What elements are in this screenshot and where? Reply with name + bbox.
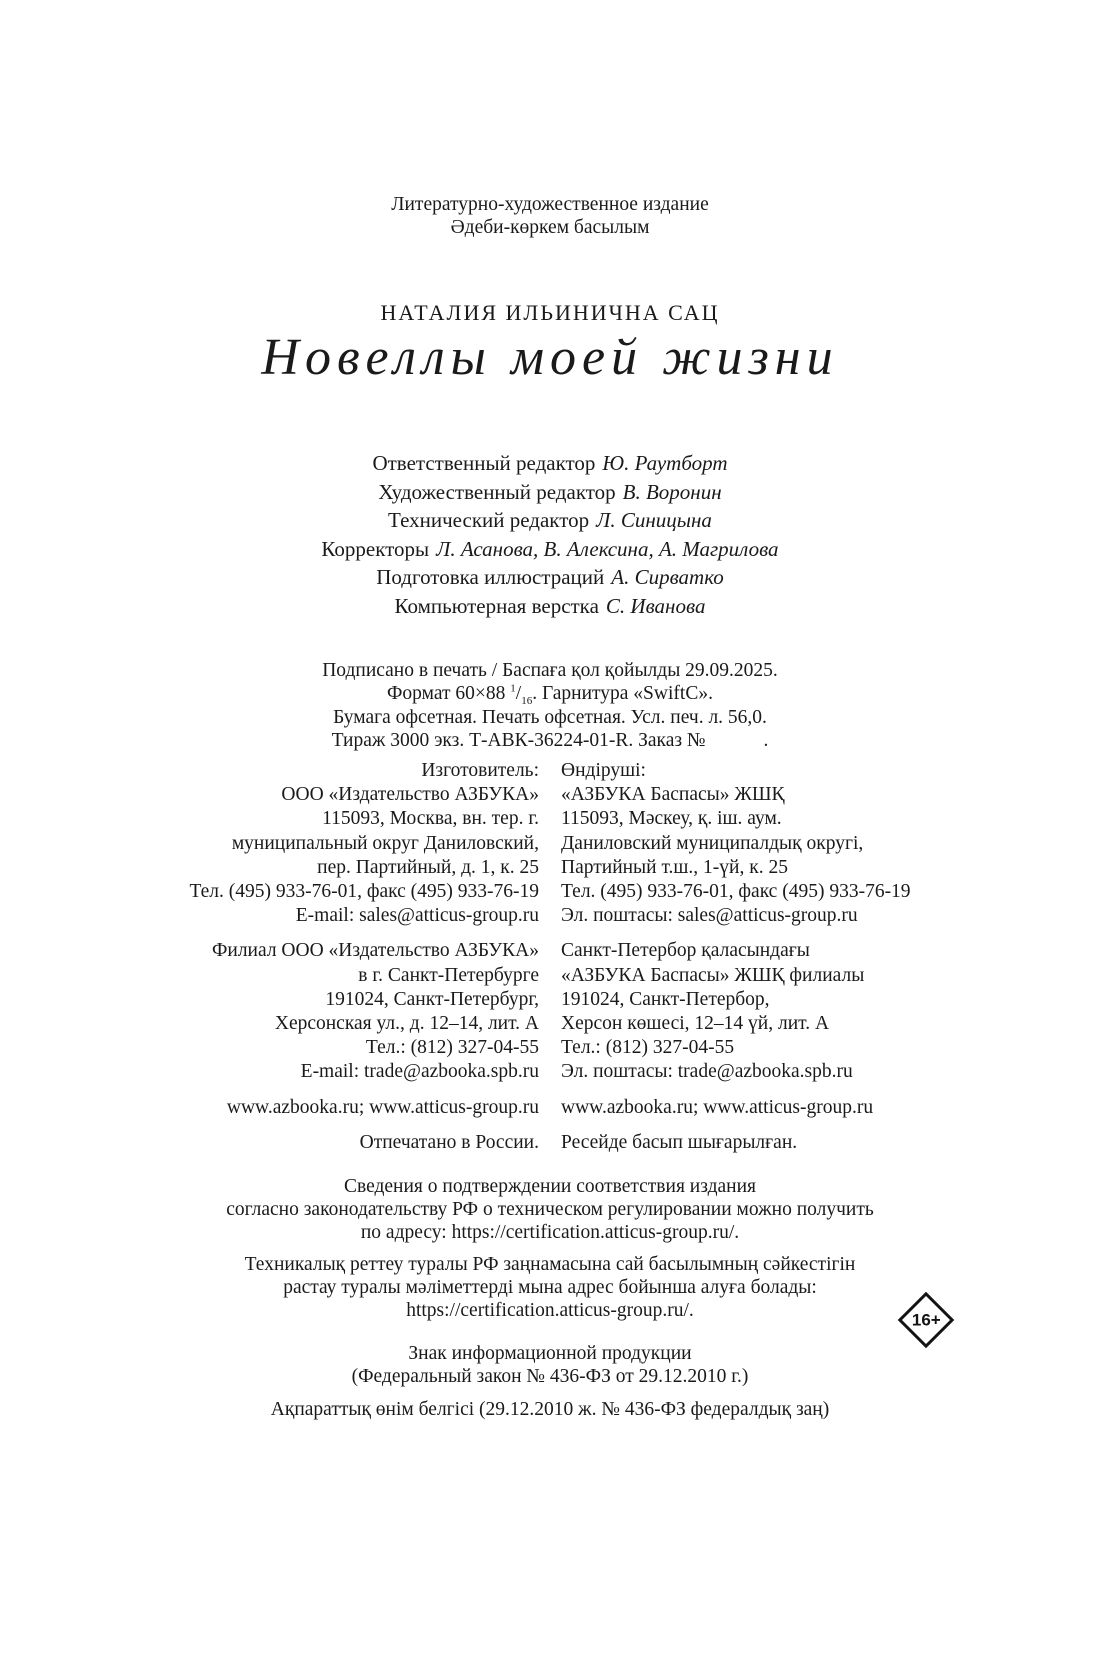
address-line: Тел. (495) 933-76-01, факс (495) 933-76-19 (561, 881, 911, 903)
cert-line: Сведения о подтверждении соответствия издания (343, 1176, 756, 1197)
credit-name: Ю. Раутборт (602, 451, 728, 475)
address-line: Тел. (495) 933-76-01, факс (495) 933-76-19 (189, 881, 539, 903)
credit-name: С. Иванова (605, 593, 706, 618)
credit-role: Подготовка иллюстраций (376, 565, 605, 589)
info-sign-line: (Федеральный закон № 436-ФЗ от 29.12.2010 г.) (351, 1365, 749, 1387)
credit-role: Технический редактор (388, 508, 590, 532)
imprint-block (0, 659, 1100, 752)
credit-role: Корректоры (321, 536, 430, 561)
address-line: Эл. поштасы: sales@atticus-group.ru (561, 905, 858, 927)
info-sign-line: Знак информационной продукции (408, 1343, 692, 1364)
manufacturer-column-kz (561, 759, 1100, 1155)
address-line: Тел.: (812) 327-04-55 (365, 1037, 539, 1059)
address-line: Херсон көшесі, 12–14 үй, лит. А (561, 1013, 830, 1035)
info-sign-ru-block (0, 1343, 1100, 1388)
manufacturer-kz-address (561, 759, 1100, 928)
cert-line: согласно законодательству РФ о техническом регулировании можно получить (226, 1199, 874, 1221)
credit-role: Ответственный редактор (372, 451, 596, 475)
address-line: Даниловский муниципалдық округі, (561, 832, 864, 854)
printed-in-ru: Отпечатано в России. (359, 1131, 539, 1153)
address-line: «АЗБУКА Баспасы» ЖШҚ филиалы (561, 964, 865, 986)
info-sign-kz-line: Ақпараттық өнім белгісі (29.12.2010 ж. № 436-ФЗ федералдық заң) (270, 1399, 830, 1420)
format-denominator: 16 (521, 695, 533, 708)
manufacturer-columns (0, 759, 1100, 1155)
address-line: Партийный т.ш., 1-үй, к. 25 (561, 856, 788, 878)
credit-role: Компьютерная верстка (394, 593, 599, 618)
address-line: пер. Партийный, д. 1, к. 25 (317, 856, 539, 878)
cert-line: https://certification.atticus-group.ru/. (406, 1300, 694, 1322)
format-slash: / (515, 683, 522, 705)
format-prefix: Формат 60×88 (387, 683, 511, 705)
address-line: Санкт-Петербор қаласындағы (561, 940, 810, 962)
address-line: E-mail: trade@azbooka.spb.ru (300, 1061, 539, 1083)
printrun-text: Тираж 3000 экз. Т-АВК-36224-01-R. Заказ № (331, 729, 706, 751)
format-suffix: . Гарнитура «SwiftC». (532, 683, 713, 705)
credit-row (0, 478, 1100, 507)
cert-line: по адресу: https://certification.atticus-group.ru/. (360, 1222, 740, 1244)
address-line: Изготовитель: (421, 760, 539, 781)
certification-ru-block (0, 1175, 1100, 1245)
address-line: Херсонская ул., д. 12–14, лит. А (274, 1013, 539, 1035)
credit-name: Л. Синицына (596, 508, 712, 532)
imprint-signed-line: Подписано в печать / Баспаға қол қойылды 29.09.2025. (322, 660, 778, 681)
credits-block (0, 449, 1100, 620)
printrun-period: . (763, 729, 769, 751)
cert-line: Техникалық реттеу туралы РФ заңнамасына сай басылымның сәйкестігін (244, 1254, 856, 1275)
address-line: 115093, Москва, вн. тер. г. (322, 808, 539, 830)
book-author: НАТАЛИЯ ИЛЬИНИЧНА САЦ (380, 300, 720, 325)
address-line: Филиал ООО «Издательство АЗБУКА» (211, 940, 539, 962)
address-line: ООО «Издательство АЗБУКА» (281, 784, 539, 806)
credit-name: В. Воронин (622, 479, 722, 504)
websites-line-kz: www.azbooka.ru; www.atticus-group.ru (561, 1096, 874, 1118)
edition-type-ru: Литературно-художественное издание (391, 194, 709, 215)
credit-row (0, 449, 1100, 478)
credit-row (0, 563, 1100, 592)
imprint-printrun-line (0, 729, 1100, 752)
edition-type-block (0, 193, 1100, 239)
edition-type-kz: Әдеби-көркем басылым (450, 217, 650, 238)
cert-line: растау туралы мәліметтерді мына адрес бойынша алуға болады: (283, 1277, 817, 1299)
book-title: Новеллы моей жизни (261, 329, 839, 386)
address-line: «АЗБУКА Баспасы» ЖШҚ (561, 784, 785, 806)
address-line: Тел.: (812) 327-04-55 (561, 1037, 735, 1059)
credit-row (0, 535, 1100, 564)
imprint-format-line (0, 682, 1100, 708)
format-numerator: 1 (510, 682, 516, 695)
imprint-paper-line: Бумага офсетная. Печать офсетная. Усл. печ. л. 56,0. (333, 706, 767, 728)
credit-row (0, 506, 1100, 535)
credit-row (0, 592, 1100, 621)
address-line: Эл. поштасы: trade@azbooka.spb.ru (561, 1061, 853, 1083)
address-line: в г. Санкт-Петербурге (358, 964, 539, 986)
address-line: муниципальный округ Даниловский, (231, 832, 539, 854)
credit-name: Л. Асанова, В. Алексина, А. Магрилова (436, 536, 779, 561)
manufacturer-ru-address (0, 759, 539, 928)
address-line: 191024, Санкт-Петербург, (325, 988, 539, 1010)
age-rating-label: 16+ (911, 1310, 941, 1329)
branch-kz-address (561, 939, 1100, 1084)
branch-ru-address (0, 939, 539, 1084)
printed-in-kz: Ресейде басып шығарылған. (561, 1131, 798, 1153)
websites-line-ru: www.azbooka.ru; www.atticus-group.ru (226, 1096, 539, 1118)
manufacturer-column-ru (0, 759, 539, 1155)
address-line: 115093, Мәскеу, қ. іш. аум. (561, 808, 782, 830)
address-line: Өндіруші: (561, 760, 646, 781)
credit-name: А. Сирватко (611, 565, 724, 589)
address-line: E-mail: sales@atticus-group.ru (295, 905, 539, 927)
address-line: 191024, Санкт-Петербор, (561, 988, 770, 1010)
credit-role: Художественный редактор (378, 479, 616, 504)
